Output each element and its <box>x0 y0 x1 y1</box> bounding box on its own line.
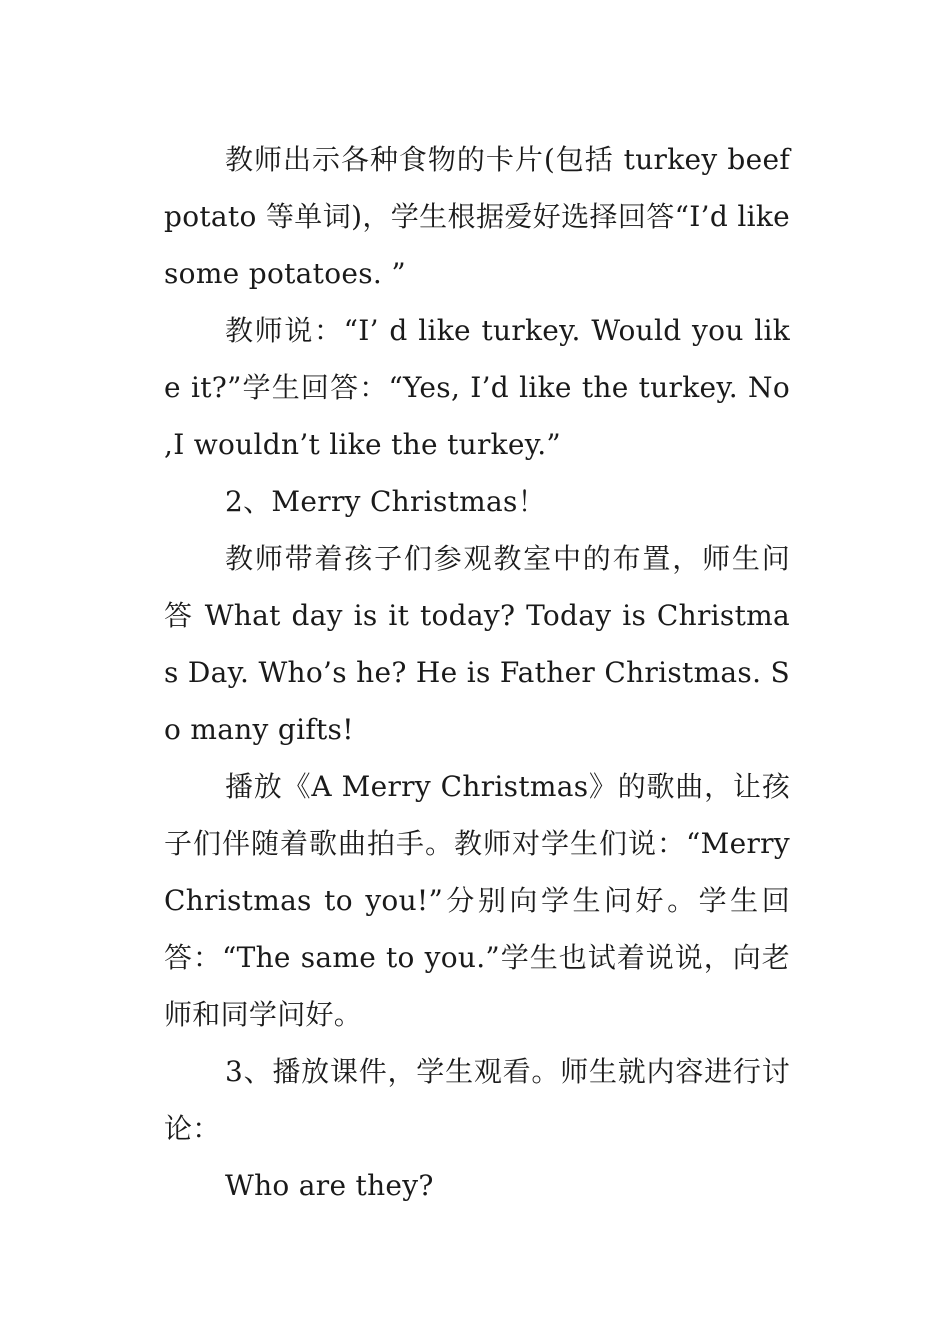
paragraph-song: 播放《A Merry Christmas》的歌曲，让孩子们伴随着歌曲拍手。教师对学生们说：“Merry Christmas to you!”分别向学生问好。学生回答：“The same to you.”学生也试着说说，向老师和同学问好。 <box>164 770 790 1031</box>
paragraph-courseware: 3、播放课件，学生观看。师生就内容进行讨论： <box>164 1055 790 1145</box>
paragraph-turkey-dialogue: 教师说：“I’ d like turkey. Would you like it?”学生回答：“Yes, I’d like the turkey. No ,I wouldn’t like the turkey.” <box>164 314 790 461</box>
paragraph-food-cards: 教师出示各种食物的卡片(包括 turkey beef potato 等单词)，学生根据爱好选择回答“I’d like some potatoes. ” <box>164 143 790 290</box>
section-heading-merry-christmas: 2、Merry Christmas！ <box>225 485 546 518</box>
paragraph-classroom-tour: 教师带着孩子们参观教室中的布置，师生问答 What day is it today? Today is Christmas Day. Who’s he? He is Father Christmas. So many gifts! <box>164 542 790 746</box>
paragraph-question: Who are they? <box>225 1169 434 1202</box>
document-body <box>164 131 790 1214</box>
